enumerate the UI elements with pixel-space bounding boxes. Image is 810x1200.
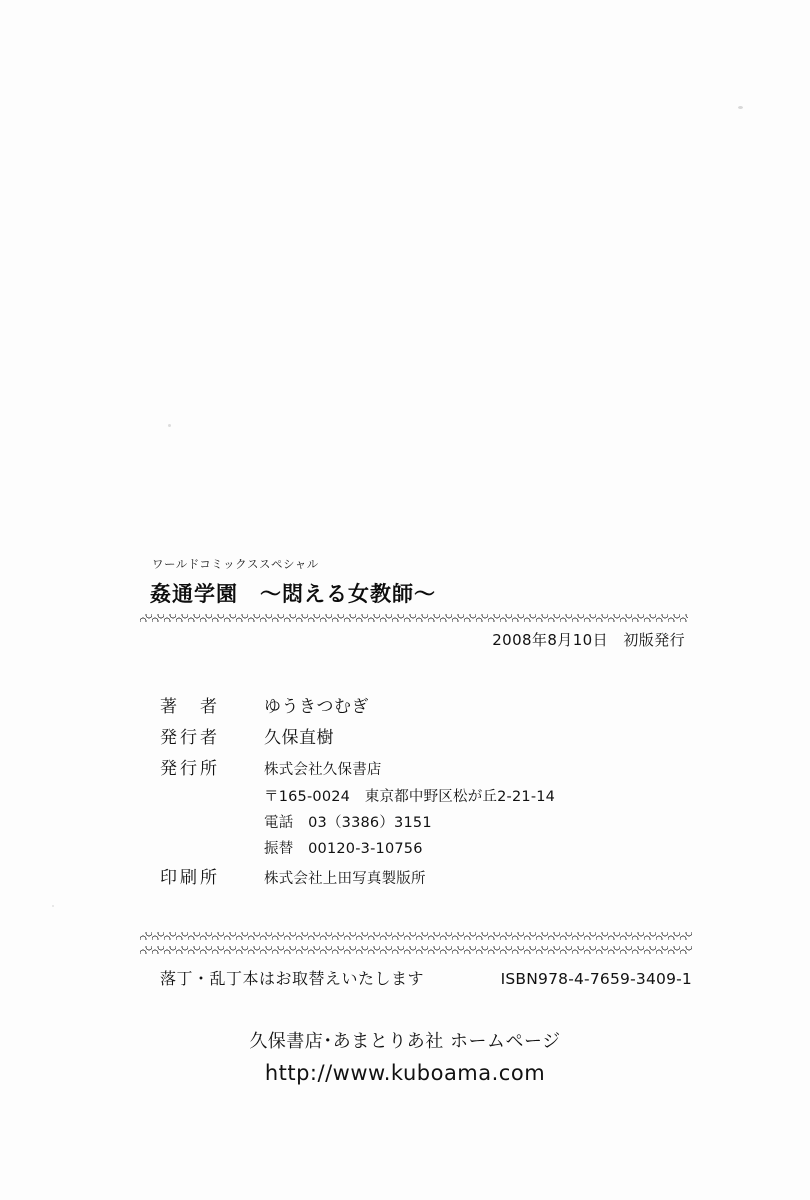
wavy-divider-middle xyxy=(140,932,692,940)
wavy-divider-group xyxy=(0,932,810,954)
book-title: 姦通学園 〜悶える女教師〜 xyxy=(150,582,436,606)
credit-value: ゆうきつむぎ xyxy=(264,697,369,717)
scan-speck-icon xyxy=(168,424,171,427)
credit-label: 発行者 xyxy=(160,728,220,748)
notice-row xyxy=(160,966,692,989)
publication-date: 2008年8月10日 初版発行 xyxy=(492,631,685,649)
isbn-number: ISBN978-4-7659-3409-1 xyxy=(500,970,692,988)
credit-row xyxy=(160,723,810,748)
wavy-divider-bottom xyxy=(140,946,692,954)
colophon-block xyxy=(0,556,810,1085)
exchange-notice: 落丁・乱丁本はお取替えいたします xyxy=(160,969,425,988)
homepage-label: 久保書店･あまとりあ社 ホームページ xyxy=(249,1031,561,1052)
credit-row xyxy=(160,692,810,717)
credit-value: 株式会社久保書店 xyxy=(264,762,382,778)
credit-row xyxy=(160,811,810,832)
scan-speck-icon xyxy=(738,106,743,109)
series-label: ワールドコミックススペシャル xyxy=(152,557,319,571)
wavy-divider-top xyxy=(140,614,688,622)
credit-row xyxy=(160,863,810,888)
credit-row xyxy=(160,785,810,806)
credit-value-furikae: 振替 00120-3-10756 xyxy=(264,841,423,857)
credit-label: 印刷所 xyxy=(160,868,220,888)
credit-value: 久保直樹 xyxy=(264,728,334,748)
credit-value-address: 〒165-0024 東京都中野区松が丘2-21-14 xyxy=(264,789,556,805)
credit-label: 著 者 xyxy=(160,697,220,717)
credit-row xyxy=(160,837,810,858)
homepage-block xyxy=(0,1027,810,1085)
credit-value-phone: 電話 03（3386）3151 xyxy=(264,815,432,831)
credit-row xyxy=(160,754,810,779)
credits-list xyxy=(160,692,810,888)
credit-value: 株式会社上田写真製版所 xyxy=(264,871,426,887)
homepage-url[interactable]: http://www.kuboama.com xyxy=(264,1061,546,1085)
credit-label: 発行所 xyxy=(160,759,220,779)
